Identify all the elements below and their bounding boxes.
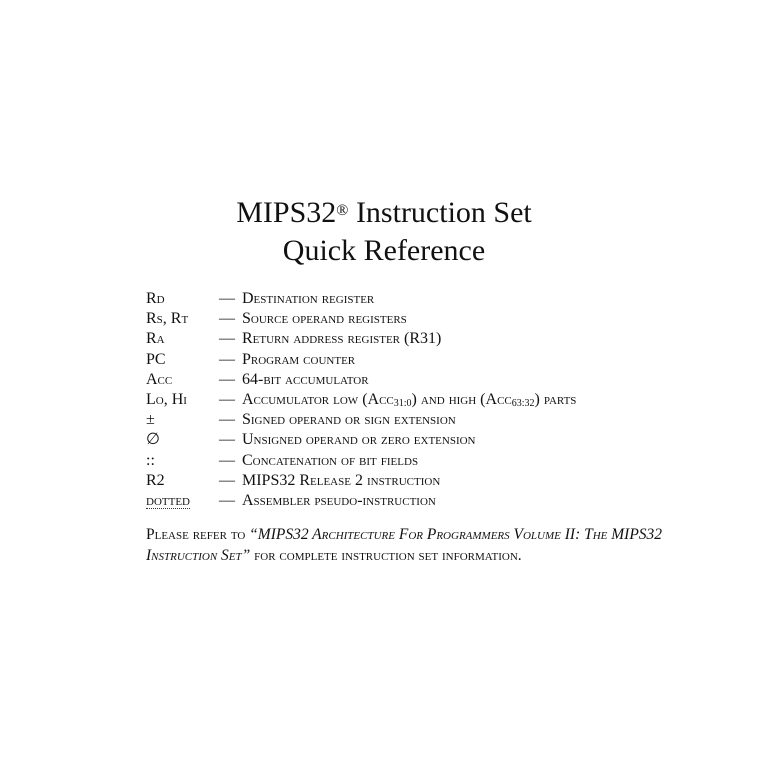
desc-part: ) parts	[534, 390, 577, 408]
legend-dash: —	[219, 330, 235, 348]
dotted-sample: dotted	[146, 491, 190, 509]
desc-part: Accumulator low (Acc	[242, 390, 394, 408]
legend-symbol: PC	[146, 350, 166, 368]
title-line-1	[0, 194, 768, 232]
subscript-low-range: 31:0	[393, 397, 412, 409]
legend-symbol: Ra	[146, 330, 165, 348]
note-suffix: for complete instruction set information.	[250, 547, 522, 564]
legend-dash: —	[219, 431, 235, 449]
legend-symbol: Rd	[146, 290, 165, 307]
legend-description: Unsigned operand or zero extension	[242, 431, 476, 449]
legend-description: Signed operand or sign extension	[242, 411, 456, 429]
legend-dash: —	[219, 390, 235, 408]
legend-symbol: R2	[146, 471, 165, 489]
legend-description: Destination register	[242, 290, 375, 307]
legend-dash: —	[219, 411, 235, 429]
note-reference-title: “MIPS32 Architecture For Programmers Volume II: The MIPS32 Instruction Set”	[146, 526, 663, 564]
legend-symbol: Acc	[146, 370, 173, 388]
legend-dash: —	[219, 370, 235, 388]
legend-description: Source operand registers	[242, 310, 407, 328]
legend-description: Assembler pseudo-instruction	[242, 491, 436, 509]
title-mips32: MIPS32	[236, 196, 337, 229]
legend-dash: —	[219, 451, 235, 469]
legend-symbol: Lo, Hi	[146, 390, 187, 408]
note-prefix: Please refer to	[146, 526, 250, 543]
plus-minus-icon: ±	[146, 411, 155, 429]
legend-description: MIPS32 Release 2 instruction	[242, 471, 441, 489]
legend-dash: —	[219, 491, 235, 509]
legend-description: Concatenation of bit fields	[242, 451, 419, 469]
reference-note	[146, 524, 666, 566]
legend-description: Program counter	[242, 350, 356, 368]
legend-dash: —	[219, 350, 235, 368]
legend-description: Return address register (R31)	[242, 330, 442, 348]
legend-dash: —	[219, 310, 235, 328]
legend-dash: —	[219, 471, 235, 489]
registered-mark: ®	[336, 202, 349, 219]
page-title	[0, 194, 768, 270]
legend-symbol: Rs, Rt	[146, 310, 189, 328]
desc-part: ) and high (Acc	[411, 390, 512, 408]
subscript-high-range: 63:32	[511, 397, 535, 409]
concatenation-icon: ::	[146, 451, 155, 469]
legend-dash: —	[219, 290, 235, 307]
title-suffix: Instruction Set	[348, 196, 532, 229]
title-line-2: Quick Reference	[282, 234, 486, 267]
legend-description: 64-bit accumulator	[242, 370, 369, 388]
empty-set-icon: ∅	[146, 431, 160, 449]
